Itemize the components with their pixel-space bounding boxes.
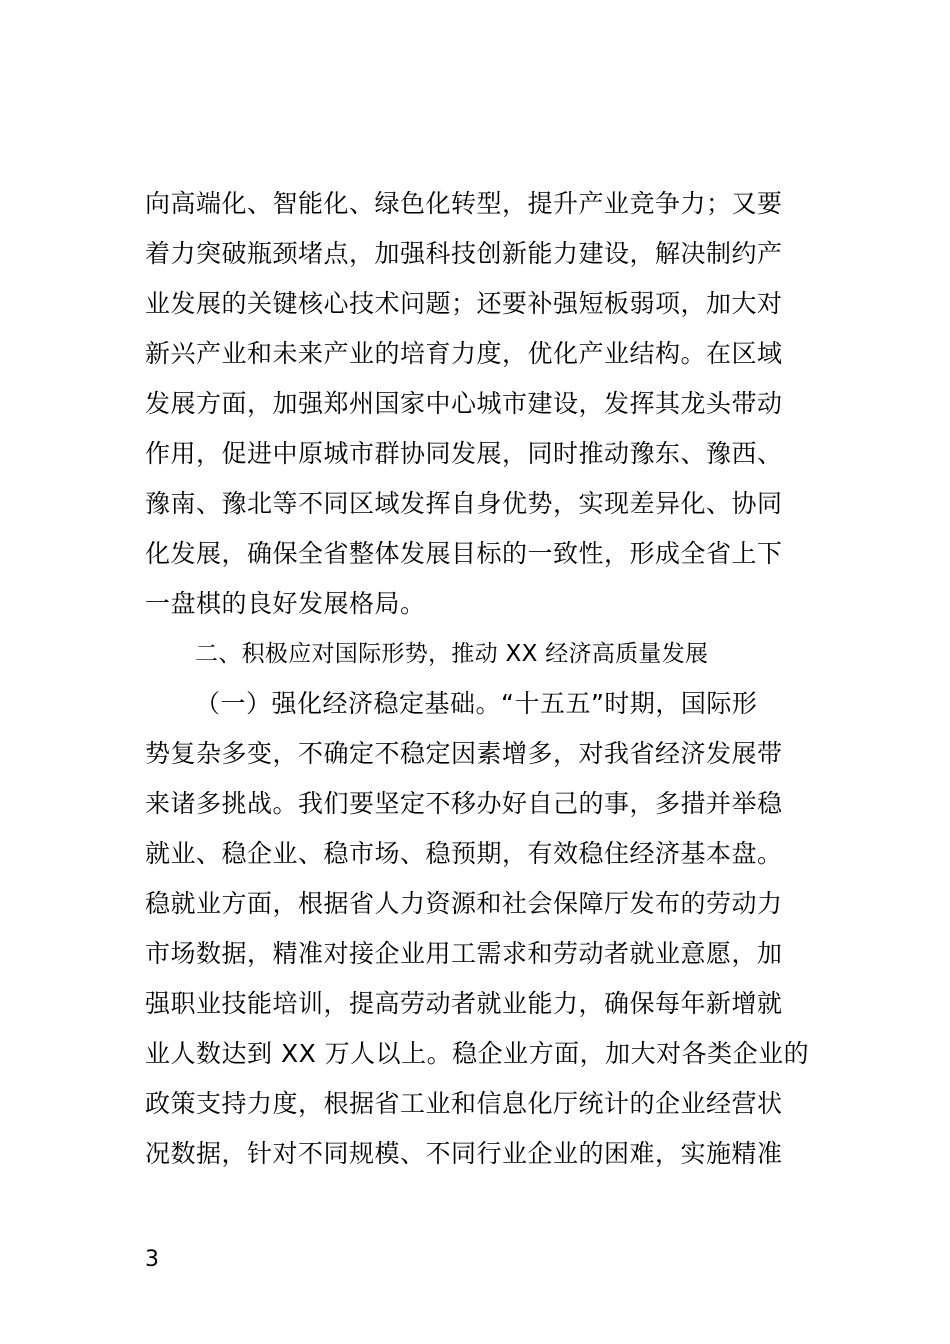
page-number: 3 xyxy=(145,1247,159,1272)
section-first-line: （一）强化经济稳定基础。“十五五”时期，国际形 xyxy=(195,689,758,718)
section-text-line: 势复杂多变，不确定不稳定因素增多，对我省经济发展带 xyxy=(145,739,783,768)
body-text-line: 一盘棋的良好发展格局。 xyxy=(145,589,426,618)
section-text-line: 强职业技能培训，提高劳动者就业能力，确保每年新增就 xyxy=(145,989,783,1018)
section-text-line: 来诸多挑战。我们要坚定不移办好自己的事，多措并举稳 xyxy=(145,789,783,818)
body-text-line: 发展方面，加强郑州国家中心城市建设，发挥其龙头带动 xyxy=(145,389,783,418)
body-text-line: 新兴产业和未来产业的培育力度，优化产业结构。在区域 xyxy=(145,339,783,368)
section-text-line: 业人数达到 XX 万人以上。稳企业方面，加大对各类企业的 xyxy=(145,1039,810,1068)
section-heading: 二、积极应对国际形势，推动 XX 经济高质量发展 xyxy=(195,641,709,667)
body-text-line: 作用，促进中原城市群协同发展，同时推动豫东、豫西、 xyxy=(145,439,783,468)
body-text-line: 着力突破瓶颈堵点，加强科技创新能力建设，解决制约产 xyxy=(145,239,783,268)
body-text-line: 向高端化、智能化、绿色化转型，提升产业竞争力；又要 xyxy=(145,189,783,218)
body-text-line: 化发展，确保全省整体发展目标的一致性，形成全省上下 xyxy=(145,539,783,568)
section-text-line: 稳就业方面，根据省人力资源和社会保障厅发布的劳动力 xyxy=(145,889,783,918)
section-text-line: 就业、稳企业、稳市场、稳预期，有效稳住经济基本盘。 xyxy=(145,839,783,868)
section-text-line: 市场数据，精准对接企业用工需求和劳动者就业意愿，加 xyxy=(145,939,783,968)
body-text-line: 豫南、豫北等不同区域发挥自身优势，实现差异化、协同 xyxy=(145,489,783,518)
section-text-line: 政策支持力度，根据省工业和信息化厅统计的企业经营状 xyxy=(145,1089,783,1118)
body-text-line: 业发展的关键核心技术问题；还要补强短板弱项，加大对 xyxy=(145,289,783,318)
section-text-line: 况数据，针对不同规模、不同行业企业的困难，实施精准 xyxy=(145,1139,783,1168)
